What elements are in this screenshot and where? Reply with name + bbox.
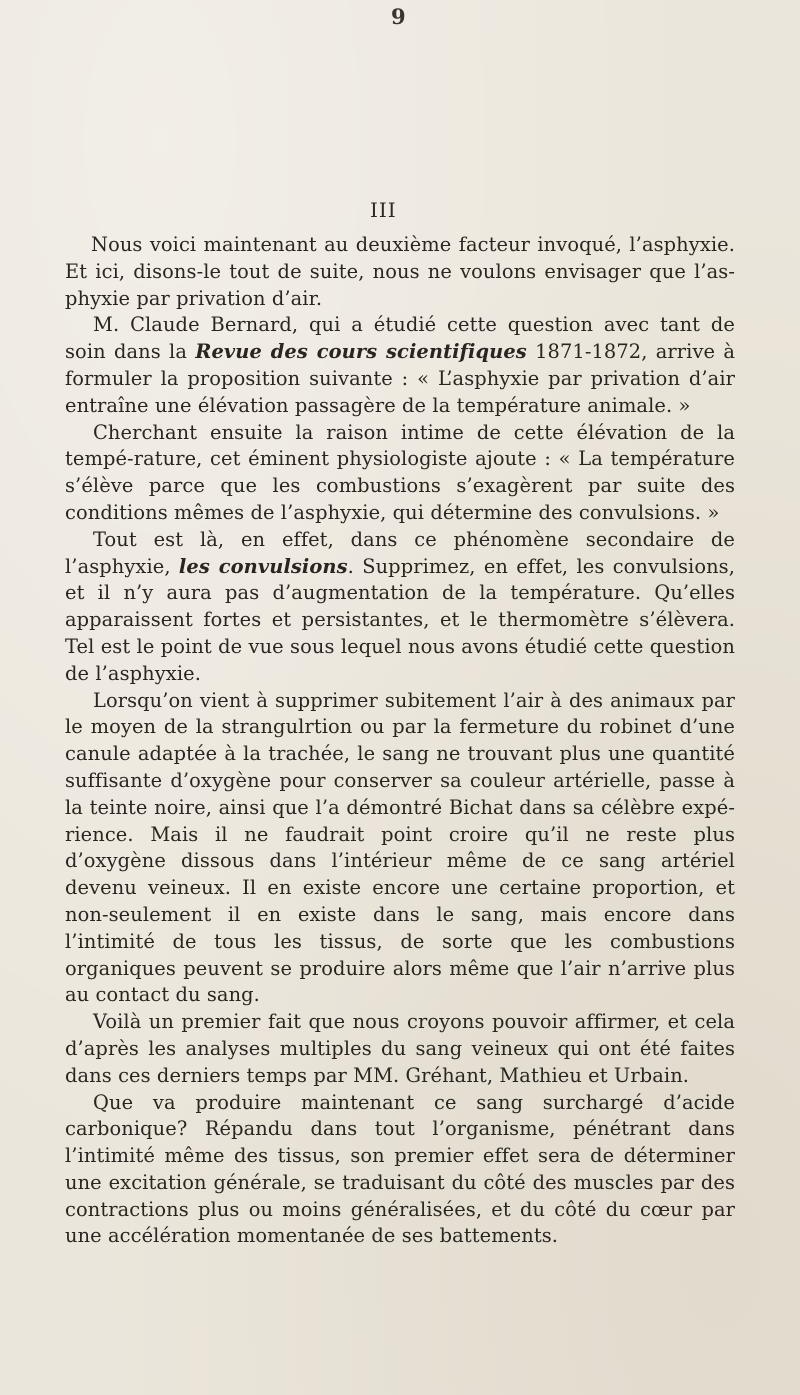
text-run: . Supprimez, en effet, les convulsions, et il n’y aura pas d’augmentation de la température. Qu’elles apparaissent fortes et persistantes, et le thermomètre s’élèvera. Tel est le point de vue sous lequel nous avons étudié cette question de l’asphyxie. xyxy=(65,554,735,685)
paragraph xyxy=(65,420,735,527)
paragraph xyxy=(65,1090,735,1251)
text-run: Tout est là, en effet, dans ce phénomène secondaire de l’asphyxie, xyxy=(65,527,735,578)
paragraph xyxy=(65,688,735,1010)
text-run: Lorsqu’on vient à supprimer subitement l’air à des animaux par le moyen de la strangulrtion ou par la fermeture du robinet d’une canule adaptée à la trachée, le sang ne trouvant plus une quantité suffisante d’oxygène pour conserver sa couleur artérielle, passe à la teinte noire, ainsi que l’a démontré Bichat dans sa célèbre expé-rience. Mais il ne faudrait point croire qu’il ne reste plus d’oxygène dissous dans l’intérieur même de ce sang artériel devenu veineux. Il en existe encore une certaine proportion, et non-seulement il en existe dans le sang, mais encore dans l’intimité de tous les tissus, de sorte que les combustions organiques peuvent se produire alors même que l’air n’arrive plus au contact du sang. xyxy=(65,688,735,1007)
paragraph xyxy=(65,312,735,419)
text-run: Nous voici maintenant au deuxième facteur invoqué, l’asphyxie. Et ici, disons-le tout de suite, nous ne voulons envisager que l’as-phyxie par privation d’air. xyxy=(65,233,735,310)
italic-text: Revue des cours scientifiques xyxy=(195,340,527,364)
italic-text: les convulsions xyxy=(178,554,348,578)
text-run: Voilà un premier fait que nous croyons pouvoir affirmer, et cela d’après les analyses multiples du sang veineux qui ont été faites dans ces derniers temps par MM. Gréhant, Mathieu et Urbain. xyxy=(65,1010,735,1087)
text-run: 1871-1872, arrive à formuler la proposition suivante : « L’asphyxie par privation d’air entraîne une élévation passagère de la température animale. » xyxy=(65,340,735,417)
text-run: M. Claude Bernard, qui a étudié cette question avec tant de soin dans la xyxy=(65,313,735,364)
text-run: Cherchant ensuite la raison intime de cette élévation de la tempé-rature, cet éminent physiologiste ajoute : « La température s’élève parce que les combustions s’exagèrent par suite des conditions mêmes de l’asphyxie, qui détermine des convulsions. » xyxy=(65,420,735,524)
paragraph xyxy=(65,232,735,312)
section-heading: III xyxy=(370,198,397,222)
page-number: 9 xyxy=(391,4,406,29)
paragraph xyxy=(65,1009,735,1089)
paragraph xyxy=(65,527,735,688)
text-run: Que va produire maintenant ce sang surchargé d’acide carbonique? Répandu dans tout l’organisme, pénétrant dans l’intimité même des tissus, son premier effet sera de déterminer une excitation générale, se traduisant du côté des muscles par des contractions plus ou moins généralisées, et du côté du cœur par une accélération momentanée de ses battements. xyxy=(65,1090,735,1248)
body-text xyxy=(65,232,735,1250)
